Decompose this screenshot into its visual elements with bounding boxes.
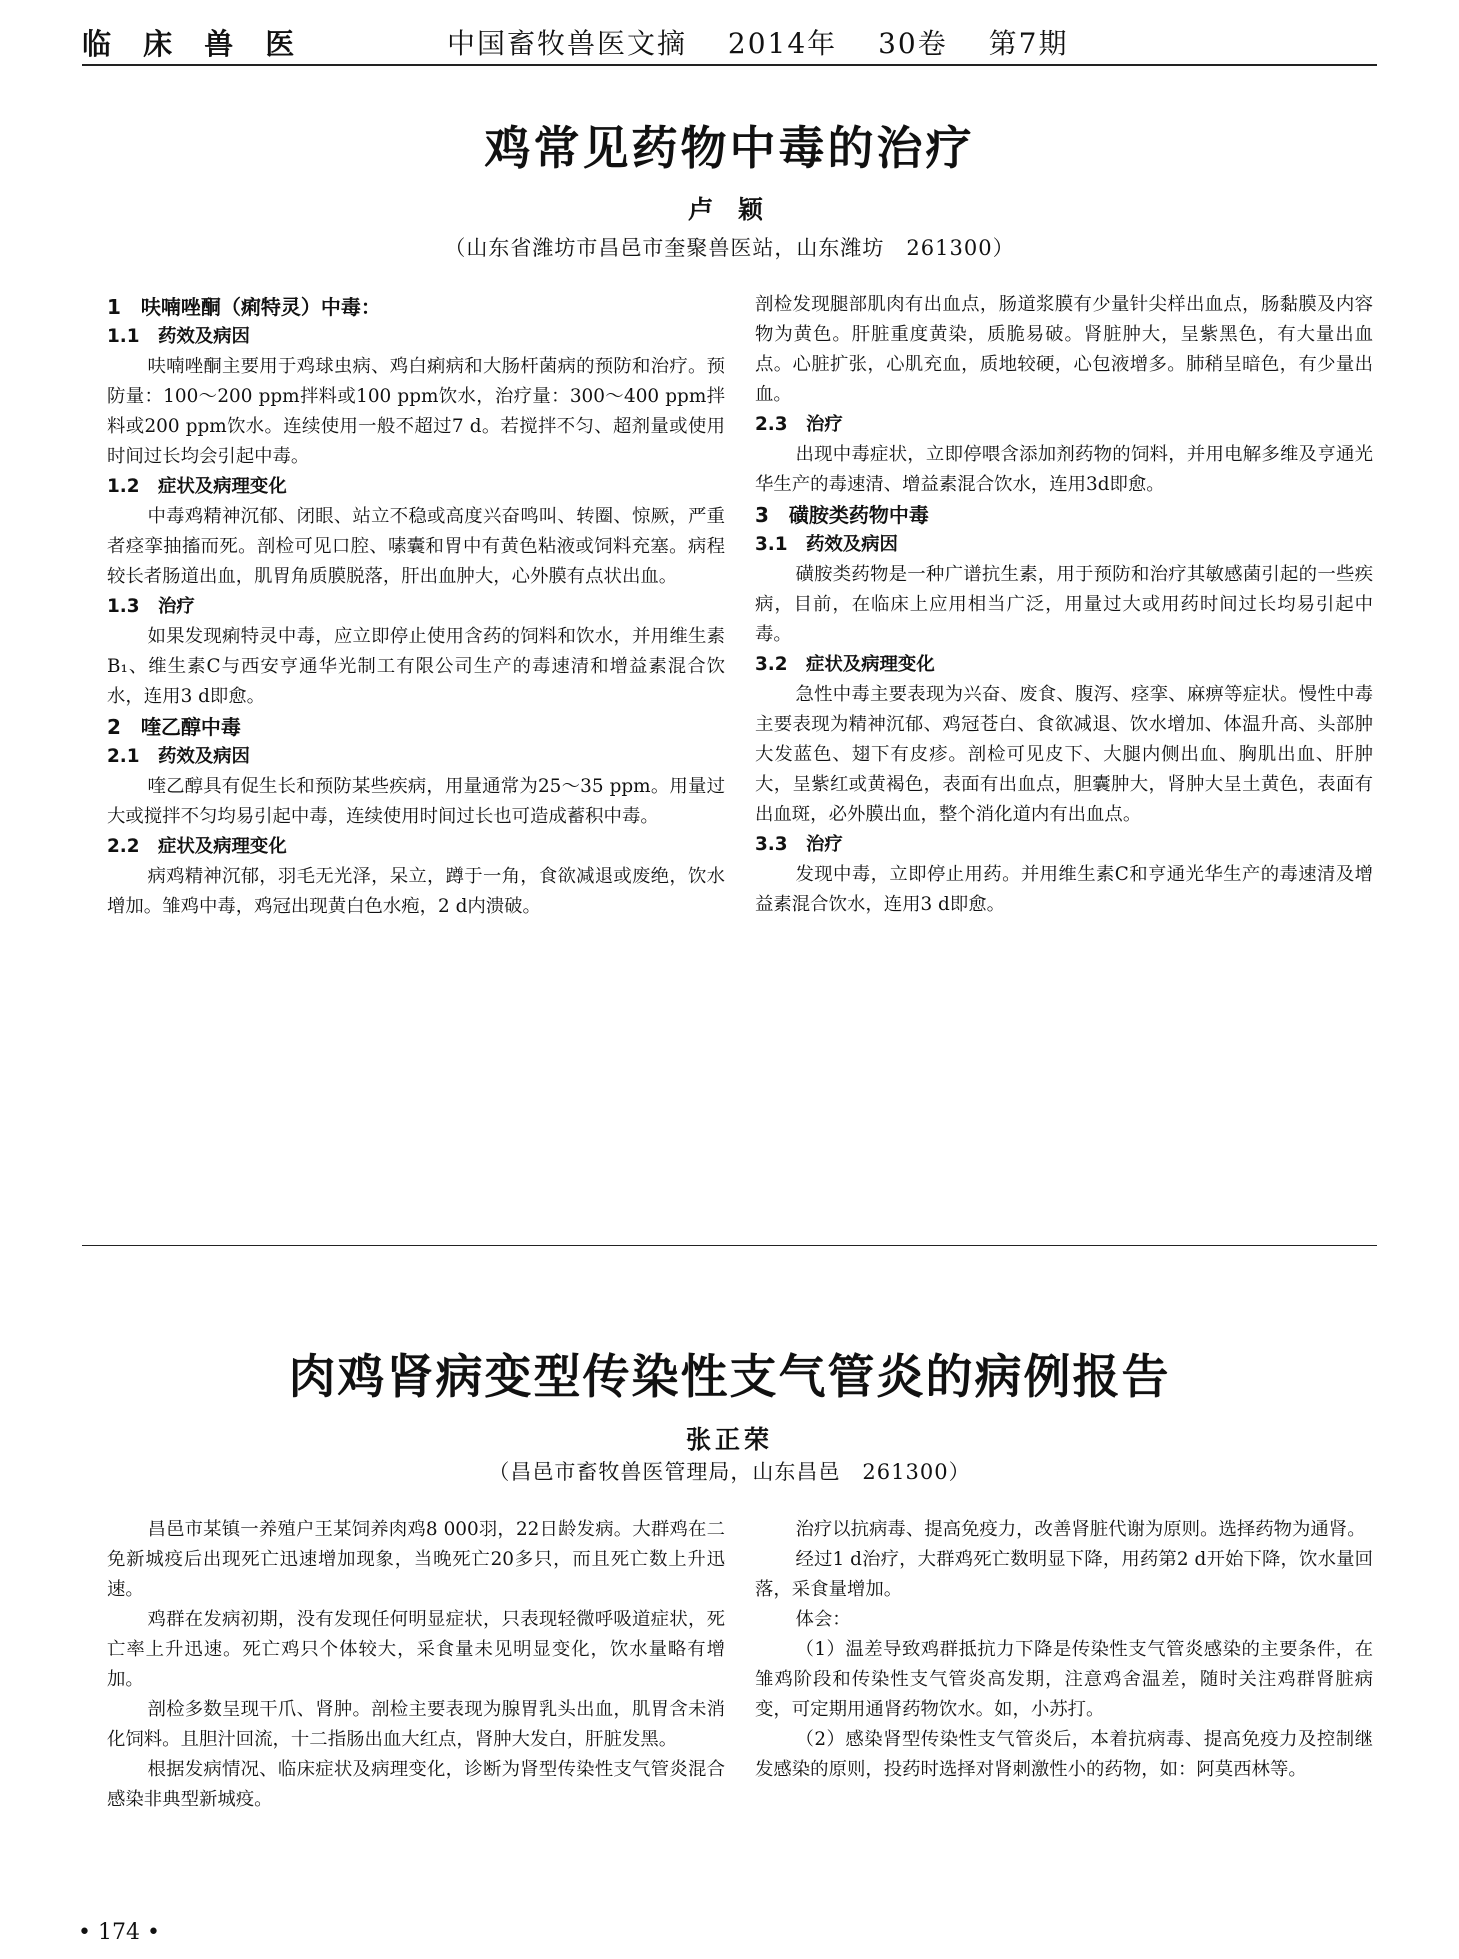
paragraph: 经过1 d治疗，大群鸡死亡数明显下降，用药第2 d开始下降，饮水量回落，采食量增加。 [755, 1549, 1373, 1600]
subsection-heading: 3.1 药效及病因 [755, 534, 898, 555]
subsection-heading: 2.1 药效及病因 [107, 746, 250, 767]
paragraph: 鸡群在发病初期，没有发现任何明显症状，只表现轻微呼吸道症状，死亡率上升迅速。死亡鸡只个体较大，采食量未见明显变化，饮水量略有增加。 [107, 1609, 725, 1690]
paragraph: 磺胺类药物是一种广谱抗生素，用于预防和治疗其敏感菌引起的一些疾病，目前，在临床上应用相当广泛，用量过大或用药时间过长均易引起中毒。 [755, 564, 1373, 645]
subsection-heading: 1.3 治疗 [107, 596, 195, 617]
paragraph: 体会： [795, 1609, 851, 1630]
section-heading: 2 喹乙醇中毒 [107, 715, 241, 739]
journal-issue: 第7期 [988, 27, 1069, 60]
subsection-heading: 3.2 症状及病理变化 [755, 654, 935, 675]
paragraph: 中毒鸡精神沉郁、闭眼、站立不稳或高度兴奋鸣叫、转圈、惊厥，严重者痉挛抽搐而死。剖检可见口腔、嗉囊和胃中有黄色粘液或饲料充塞。病程较长者肠道出血，肌胃角质膜脱落，肝出血肿大，心外膜有点状出血。 [107, 506, 725, 587]
paragraph: （2）感染肾型传染性支气管炎后，本着抗病毒、提高免疫力及控制继发感染的原则，投药时选择对肾刺激性小的药物，如：阿莫西林等。 [755, 1729, 1373, 1780]
paragraph: 治疗以抗病毒、提高免疫力，改善肾脏代谢为原则。选择药物为通肾。 [795, 1519, 1366, 1540]
subsection-heading: 3.3 治疗 [755, 834, 843, 855]
paragraph: 昌邑市某镇一养殖户王某饲养肉鸡8 000羽，22日龄发病。大群鸡在二免新城疫后出现死亡迅速增加现象，当晚死亡20多只，而且死亡数上升迅速。 [107, 1519, 725, 1600]
journal-volume: 30卷 [878, 27, 948, 60]
subsection-heading: 2.2 症状及病理变化 [107, 836, 287, 857]
article1-title: 鸡常见药物中毒的治疗 [484, 121, 975, 175]
paragraph: 呋喃唑酮主要用于鸡球虫病、鸡白痢病和大肠杆菌病的预防和治疗。预防量：100～200 ppm拌料或100 ppm饮水，治疗量：300～400 ppm拌料或200 ppm饮水。连续使用一般不超过7 d。若搅拌不匀、超剂量或使用时间过长均会引起中毒。 [107, 356, 725, 467]
journal-name: 中国畜牧兽医文摘 [447, 27, 688, 60]
article2-author: 张正荣 [685, 1425, 773, 1454]
article1-right-column [755, 290, 1373, 920]
journal-year: 2014年 [727, 27, 838, 60]
article1-affiliation: （山东省潍坊市昌邑市奎聚兽医站，山东潍坊 261300） [444, 236, 1015, 260]
paragraph: 喹乙醇具有促生长和预防某些疾病，用量通常为25～35 ppm。用量过大或搅拌不匀均易引起中毒，连续使用时间过长也可造成蓄积中毒。 [107, 776, 725, 827]
paragraph: 急性中毒主要表现为兴奋、废食、腹泻、痉挛、麻痹等症状。慢性中毒主要表现为精神沉郁、鸡冠苍白、食欲减退、饮水增加、体温升高、头部肿大发蓝色、翅下有皮疹。剖检可见皮下、大腿内侧出血、胸肌出血、肝肿大，呈紫红或黄褐色，表面有出血点，胆囊肿大，肾肿大呈土黄色，表面有出血斑，必外膜出血，整个消化道内有出血点。 [755, 684, 1373, 825]
paragraph: 如果发现痢特灵中毒，应立即停止使用含药的饲料和饮水，并用维生素B₁、维生素C与西安亨通华光制工有限公司生产的毒速清和增益素混合饮水，连用3 d即愈。 [107, 626, 725, 707]
subsection-heading: 2.3 治疗 [755, 414, 843, 435]
article1-author: 卢 颖 [688, 195, 771, 224]
article2-affiliation: （昌邑市畜牧兽医管理局，山东昌邑 261300） [488, 1460, 971, 1484]
section-heading: 3 磺胺类药物中毒 [755, 503, 929, 527]
subsection-heading: 1.1 药效及病因 [107, 326, 250, 347]
paragraph: 剖检发现腿部肌肉有出血点，肠道浆膜有少量针尖样出血点，肠黏膜及内容物为黄色。肝脏重度黄染，质脆易破。肾脏肿大，呈紫黑色，有大量出血点。心脏扩张，心肌充血，质地较硬，心包液增多。肺稍呈暗色，有少量出血。 [755, 294, 1373, 405]
page-number: • 174 • [78, 1920, 160, 1945]
paragraph: 出现中毒症状，立即停喂含添加剂药物的饲料，并用电解多维及亨通光华生产的毒速清、增益素混合饮水，连用3d即愈。 [755, 444, 1373, 495]
section-label: 临 床 兽 医 [82, 27, 306, 61]
article2-title: 肉鸡肾病变型传染性支气管炎的病例报告 [288, 1350, 1171, 1405]
article1-left-column [107, 292, 725, 922]
paragraph: 剖检多数呈现干爪、肾肿。剖检主要表现为腺胃乳头出血，肌胃含未消化饲料。且胆汁回流，十二指肠出血大红点，肾肿大发白，肝脏发黑。 [107, 1699, 725, 1750]
section-heading: 1 呋喃唑酮（痢特灵）中毒： [107, 295, 381, 319]
running-header [82, 22, 1377, 62]
paragraph: （1）温差导致鸡群抵抗力下降是传染性支气管炎感染的主要条件，在雏鸡阶段和传染性支气管炎高发期，注意鸡舍温差，随时关注鸡群肾脏病变，可定期用通肾药物饮水。如，小苏打。 [755, 1639, 1373, 1720]
subsection-heading: 1.2 症状及病理变化 [107, 476, 287, 497]
paragraph: 发现中毒，立即停止用药。并用维生素C和亨通光华生产的毒速清及增益素混合饮水，连用3 d即愈。 [755, 864, 1373, 915]
header-rule [82, 64, 1377, 66]
paragraph: 病鸡精神沉郁，羽毛无光泽，呆立，蹲于一角，食欲减退或废绝，饮水增加。雏鸡中毒，鸡冠出现黄白色水疱，2 d内溃破。 [107, 866, 725, 917]
journal-info [447, 22, 1098, 62]
article-divider [82, 1245, 1377, 1246]
article2-left-column [107, 1515, 725, 1815]
article2-right-column [755, 1515, 1373, 1785]
paragraph: 根据发病情况、临床症状及病理变化，诊断为肾型传染性支气管炎混合感染非典型新城疫。 [107, 1759, 725, 1810]
